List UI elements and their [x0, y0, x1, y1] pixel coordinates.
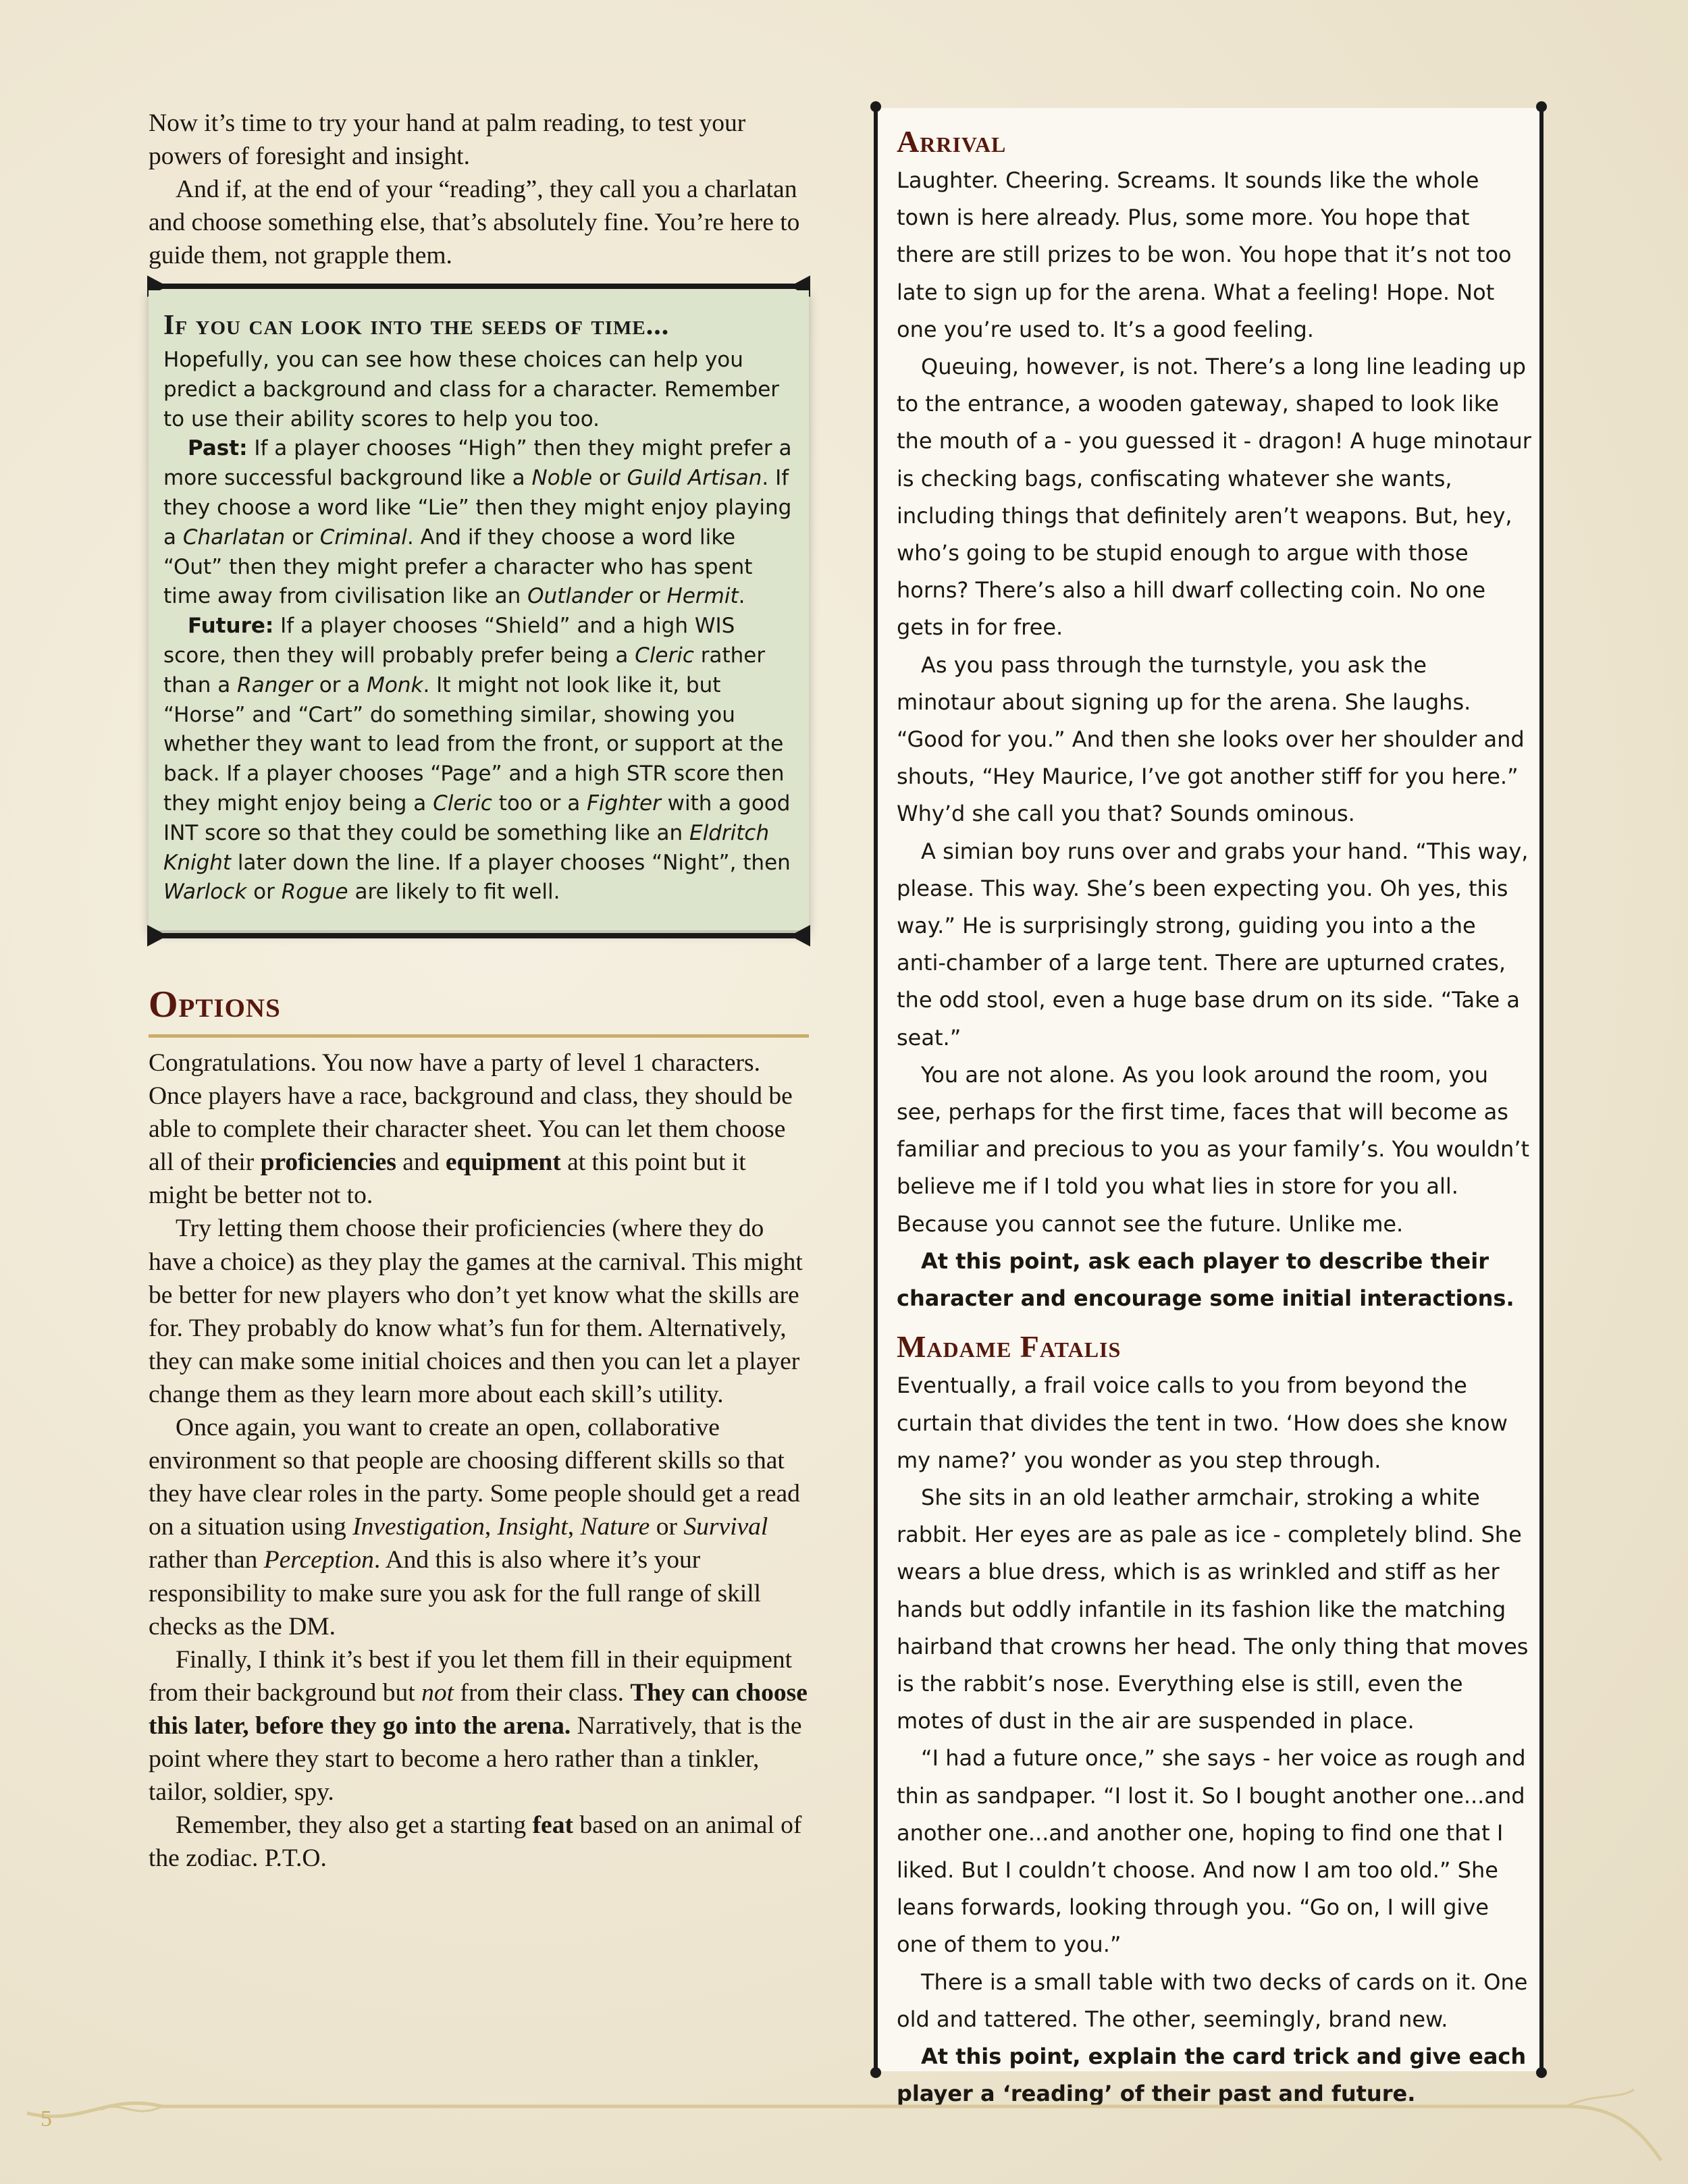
options-paragraph — [149, 1809, 809, 1875]
options-heading: Options — [149, 984, 281, 1026]
dm-instruction — [897, 1243, 1531, 1317]
madame-paragraph: There is a small table with two decks of cards on it. One old and tattered. The other, seemingly, brand new. — [897, 1969, 1528, 2032]
text-run: or — [246, 880, 282, 905]
text-run: are likely to fit well. — [348, 880, 560, 905]
emphasis: not — [421, 1678, 454, 1707]
text-run: rather than — [149, 1546, 264, 1574]
arrival-paragraph: As you pass through the turnstyle, you ask the minotaur about signing up for the arena. She laughs. “Good for you.” And then she looks over her shoulder and shouts, “Hey Maurice, I’ve got another stiff for you here.” Why’d she call you that? Sounds ominous. — [897, 651, 1525, 827]
text-run: with a good INT score so that they could be something like an — [163, 791, 791, 845]
options-paragraph: Try letting them choose their proficiencies (where they do have a choice) as they play the games at the carnival. This might be better for new players who don’t yet know what the skills are for. They probably do know what’s fun for them. Alternatively, they can make some initial choices and then you can let a player change them as they learn more about each skill’s utility. — [149, 1215, 803, 1408]
text-run: If a player chooses “High” then they might prefer a more successful background like a — [163, 436, 792, 491]
bold-term: feat — [532, 1811, 573, 1840]
skill-name: Investigation — [352, 1513, 485, 1541]
arrival-heading: Arrival — [897, 124, 1007, 159]
text-run: at this point but it might be better not to. — [149, 1148, 746, 1210]
class-name: Rogue — [281, 880, 348, 905]
class-name: Ranger — [237, 672, 313, 697]
arrival-paragraph: A simian boy runs over and grabs your hand. “This way, please. This way. She’s been expecting you. Oh yes, this way.” He is surprisingly strong, guiding you into a the anti-chamber of a large tent. There are upturned crates, the odd stool, even a huge base drum on its side. “Take a seat.” — [897, 838, 1529, 1050]
madame-paragraph: Eventually, a frail voice calls to you from beyond the curtain that divides the tent in two. ‘How does she know my name?’ you wonder as you step through. — [897, 1373, 1508, 1473]
background-name: Criminal — [319, 525, 407, 550]
text-run: If a player chooses “Shield” and a high WIS score, then they will probably prefer being a — [163, 614, 735, 668]
skill-name: Insight — [497, 1513, 568, 1541]
text-run: or — [650, 1513, 684, 1541]
options-paragraph — [149, 1643, 809, 1809]
text-run: too or a — [492, 791, 587, 816]
text-run: or — [592, 466, 627, 491]
intro-text — [149, 107, 809, 272]
future-label: Future: — [188, 614, 274, 639]
note-body — [149, 290, 809, 930]
class-name: Fighter — [587, 791, 661, 816]
text-run: or a — [312, 672, 367, 697]
text-run: . — [738, 584, 745, 609]
skill-name: Perception — [263, 1546, 374, 1574]
madame-paragraph: “I had a future once,” she says - her voice as rough and thin as sandpaper. “I lost it. So I bought another one...and another one...and another one, hoping to find one that I liked. But I couldn’t choose. And now I am too old.” She leans forwards, looking through you. “Go on, I will give one of them to you.” — [897, 1745, 1526, 1958]
dm-instruction-text: At this point, ask each player to describe their character and encourage some initial interactions. — [897, 1248, 1514, 1312]
note-paragraph: Hopefully, you can see how these choices can help you predict a background and class for a character. Remember to use their ability scores to help you too. — [163, 348, 780, 431]
text-run: . And this is also where it’s your responsibility to make sure you ask for the full range of skill checks as the DM. — [149, 1546, 762, 1641]
text-run: . It might not look like it, but “Horse” and “Cart” do something similar, showing you whether they want to lead from the front, or support at the back. If a player chooses “Page” and a high STR score then they might enjoy being a — [163, 672, 785, 816]
panel-content — [897, 122, 1531, 2112]
text-run: . If they choose a word like “Lie” then they might enjoy playing a — [163, 466, 792, 550]
intro-paragraph: Now it’s time to try your hand at palm reading, to test your powers of foresight and insight. — [149, 109, 746, 171]
background-name: Hermit — [666, 584, 739, 609]
background-name: Noble — [531, 466, 593, 491]
madame-paragraph: She sits in an old leather armchair, stroking a white rabbit. Her eyes are as pale as ice - completely blind. She wears a blue dress, which is as wrinkled and stiff as her hands but oddly infantile in its fashion like the matching hairband that crowns her head. The only thing that moves is the rabbit’s nose. Everything else is still, even the motes of dust in the air are suspended in place. — [897, 1484, 1529, 1734]
text-run: Finally, I think it’s best if you let them fill in their equipment from their background but — [149, 1645, 793, 1707]
class-name: Monk — [367, 672, 423, 697]
text-run: or — [632, 584, 667, 609]
bold-term: They can choose this later, before they go into the arena. — [149, 1678, 808, 1740]
text-run: , — [484, 1513, 498, 1541]
class-name: Eldritch Knight — [163, 820, 770, 875]
past-label: Past: — [188, 436, 248, 461]
skill-name: Nature — [580, 1513, 650, 1541]
intro-paragraph: And if, at the end of your “reading”, they call you a charlatan and choose something else, that’s absolutely fine. You’re here to guide them, not grapple them. — [149, 176, 800, 270]
class-name: Cleric — [433, 791, 492, 816]
text-run: Congratulations. You now have a party of level 1 characters. Once players have a race, background and class, they should be able to complete their character sheet. You can let them choose all of their — [149, 1049, 793, 1177]
text-run: based on an animal of the zodiac. P.T.O. — [149, 1811, 802, 1873]
options-paragraph — [149, 1411, 809, 1643]
text-run: , — [567, 1513, 581, 1541]
dm-instruction-text: At this point, explain the card trick and give each player a ‘reading’ of their past and future. — [897, 2043, 1527, 2107]
text-run: . And if they choose a word like “Out” then they might prefer a character who has spent time away from civilisation like an — [163, 525, 753, 609]
note-title: If you can look into the seeds of time... — [163, 310, 670, 341]
text-run: from their class. — [453, 1678, 631, 1707]
footer-flourish-icon — [0, 2086, 1688, 2184]
arrival-paragraph: Laughter. Cheering. Screams. It sounds like the whole town is here already. Plus, some more. You hope that there are still prizes to be won. You hope that it’s not too late to sign up for the arena. What a feeling! Hope. Not one you’re used to. It’s a good feeling. — [897, 167, 1512, 342]
arrival-paragraph: You are not alone. As you look around the room, you see, perhaps for the first time, faces that will become as familiar and precious to you as your family’s. You wouldn’t believe me if I told you what lies in store for you all. Because you cannot see the future. Unlike me. — [897, 1061, 1530, 1237]
read-aloud-panel — [878, 108, 1539, 2107]
panel-left-rail — [874, 104, 878, 2075]
bold-term: equipment — [445, 1148, 561, 1177]
arrival-paragraph: Queuing, however, is not. There’s a long line leading up to the entrance, a wooden gateway, shaped to look like the mouth of a - you guessed it - dragon! A huge minotaur is checking bags, confiscating whatever she wants, including things that definitely aren’t weapons. But, hey, who’s going to be stupid enough to argue with those horns? There’s also a hill dwarf collecting coin. No one gets in for free. — [897, 354, 1531, 641]
text-run: Narratively, that is the point where they start to become a hero rather than a tinkler, tailor, soldier, spy. — [149, 1711, 802, 1807]
class-name: Warlock — [163, 880, 247, 905]
text-run: and — [396, 1148, 446, 1177]
madame-heading: Madame Fatalis — [897, 1329, 1122, 1364]
panel-right-rail — [1539, 104, 1544, 2075]
note-past-paragraph — [163, 434, 794, 612]
note-top-bar — [149, 284, 809, 289]
text-run: Remember, they also get a starting — [176, 1811, 533, 1840]
background-name: Guild Artisan — [627, 466, 762, 491]
text-run: later down the line. If a player chooses “Night”, then — [231, 850, 791, 875]
note-bottom-bar — [149, 933, 809, 938]
page-number: 5 — [41, 2106, 52, 2131]
skill-name: Survival — [683, 1513, 768, 1541]
background-name: Outlander — [527, 584, 633, 609]
note-future-paragraph — [163, 612, 794, 907]
bold-term: proficiencies — [260, 1148, 396, 1177]
options-paragraph — [149, 1046, 809, 1212]
text-run: rather than a — [163, 643, 766, 697]
class-name: Cleric — [635, 643, 694, 668]
options-text — [149, 1046, 809, 1875]
background-name: Charlatan — [182, 525, 286, 550]
text-run: or — [285, 525, 320, 550]
text-run: Once again, you want to create an open, collaborative environment so that people are choosing different skills so that they have clear roles in the party. Some people should get a read on a situation using — [149, 1414, 800, 1541]
note-box — [149, 284, 809, 945]
heading-rule — [149, 1034, 809, 1038]
